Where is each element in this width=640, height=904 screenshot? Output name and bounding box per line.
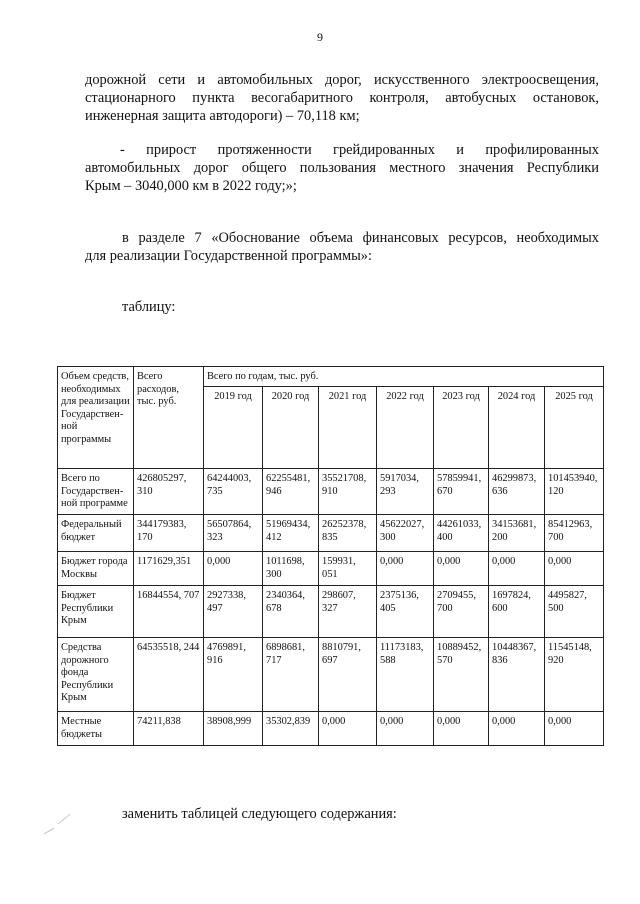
row-label: Всего по Государствен-ной программе — [58, 469, 134, 515]
text-line: инженерная защита автодороги) – 70,118 км; — [85, 108, 360, 124]
cell-2024: 1697824, 600 — [489, 586, 545, 638]
table-row — [58, 469, 604, 515]
year-2021: 2021 год — [319, 387, 377, 469]
page-number: 9 — [317, 30, 323, 44]
cell-2021: 26252378, 835 — [319, 515, 377, 552]
cell-2024: 0,000 — [489, 712, 545, 746]
cell-2019: 4769891, 916 — [204, 638, 263, 712]
text-line: автомобильных дорог общего пользования местного значения Республики — [85, 160, 599, 176]
cell-2024: 0,000 — [489, 552, 545, 586]
cell-2025: 11545148, 920 — [545, 638, 604, 712]
paragraph-table-label: таблицу: — [122, 299, 176, 315]
year-2024: 2024 год — [489, 387, 545, 469]
text-line: - прирост протяженности грейдированных и профилированных — [120, 142, 599, 158]
text-line: для реализации Государственной программы»: — [85, 248, 372, 264]
text-line: дорожной сети и автомобильных дорог, искусственного электроосвещения, — [85, 72, 599, 88]
cell-2023: 0,000 — [434, 712, 489, 746]
cell-2020: 6898681, 717 — [263, 638, 319, 712]
cell-2021: 159931, 051 — [319, 552, 377, 586]
cell-2022: 2375136, 405 — [377, 586, 434, 638]
table-row — [58, 712, 604, 746]
table-header-row — [58, 367, 604, 387]
header-by-years: Всего по годам, тыс. руб. — [204, 367, 604, 387]
cell-2025: 101453940, 120 — [545, 469, 604, 515]
cell-2025: 4495827, 500 — [545, 586, 604, 638]
paragraph-gravel-roads — [85, 141, 599, 195]
year-2020: 2020 год — [263, 387, 319, 469]
cell-2025: 85412963, 700 — [545, 515, 604, 552]
cell-2021: 0,000 — [319, 712, 377, 746]
cell-2021: 8810791, 697 — [319, 638, 377, 712]
row-label: Местные бюджеты — [58, 712, 134, 746]
cell-2022: 0,000 — [377, 712, 434, 746]
cell-2020: 35302,839 — [263, 712, 319, 746]
text-line: стационарного пункта весогабаритного контроля, автобусных остановок, — [85, 90, 599, 106]
year-2019: 2019 год — [204, 387, 263, 469]
cell-2020: 1011698, 300 — [263, 552, 319, 586]
row-total: 64535518, 244 — [134, 638, 204, 712]
table-row — [58, 515, 604, 552]
cell-2020: 51969434, 412 — [263, 515, 319, 552]
cell-2020: 62255481, 946 — [263, 469, 319, 515]
text-line: Крым – 3040,000 км в 2022 году;»; — [85, 178, 297, 194]
cell-2021: 35521708, 910 — [319, 469, 377, 515]
cell-2021: 298607, 327 — [319, 586, 377, 638]
cell-2024: 34153681, 200 — [489, 515, 545, 552]
header-required-funds: Объем средств, необходимых для реализации Государствен-ной программы — [58, 367, 134, 469]
table-row — [58, 552, 604, 586]
row-total: 1171629,351 — [134, 552, 204, 586]
cell-2022: 0,000 — [377, 552, 434, 586]
year-2025: 2025 год — [545, 387, 604, 469]
row-label: Бюджет Республики Крым — [58, 586, 134, 638]
cell-2024: 46299873, 636 — [489, 469, 545, 515]
cell-2020: 2340364, 678 — [263, 586, 319, 638]
row-total: 344179383, 170 — [134, 515, 204, 552]
cell-2019: 38908,999 — [204, 712, 263, 746]
cell-2024: 10448367, 836 — [489, 638, 545, 712]
year-2023: 2023 год — [434, 387, 489, 469]
cell-2019: 56507864, 323 — [204, 515, 263, 552]
paragraph-road-network — [85, 71, 599, 125]
row-label: Средства дорожного фонда Республики Крым — [58, 638, 134, 712]
paragraph-replace-table: заменить таблицей следующего содержания: — [122, 806, 397, 822]
financial-resources-table — [57, 366, 604, 746]
cell-2019: 0,000 — [204, 552, 263, 586]
table-row — [58, 638, 604, 712]
cell-2023: 10889452, 570 — [434, 638, 489, 712]
pen-mark-icon — [40, 808, 80, 838]
cell-2022: 5917034, 293 — [377, 469, 434, 515]
cell-2019: 64244003, 735 — [204, 469, 263, 515]
cell-2022: 45622027, 300 — [377, 515, 434, 552]
cell-2023: 44261033, 400 — [434, 515, 489, 552]
row-total: 426805297, 310 — [134, 469, 204, 515]
cell-2019: 2927338, 497 — [204, 586, 263, 638]
cell-2023: 0,000 — [434, 552, 489, 586]
text-line: в разделе 7 «Обоснование объема финансовых ресурсов, необходимых — [122, 230, 599, 246]
year-2022: 2022 год — [377, 387, 434, 469]
row-label: Федеральный бюджет — [58, 515, 134, 552]
paragraph-section-7 — [85, 229, 599, 265]
row-label: Бюджет города Москвы — [58, 552, 134, 586]
row-total: 74211,838 — [134, 712, 204, 746]
cell-2023: 2709455, 700 — [434, 586, 489, 638]
cell-2023: 57859941, 670 — [434, 469, 489, 515]
cell-2022: 11173183, 588 — [377, 638, 434, 712]
table-row — [58, 586, 604, 638]
cell-2025: 0,000 — [545, 552, 604, 586]
header-total-expenses: Всего расходов, тыс. руб. — [134, 367, 204, 469]
row-total: 16844554, 707 — [134, 586, 204, 638]
cell-2025: 0,000 — [545, 712, 604, 746]
